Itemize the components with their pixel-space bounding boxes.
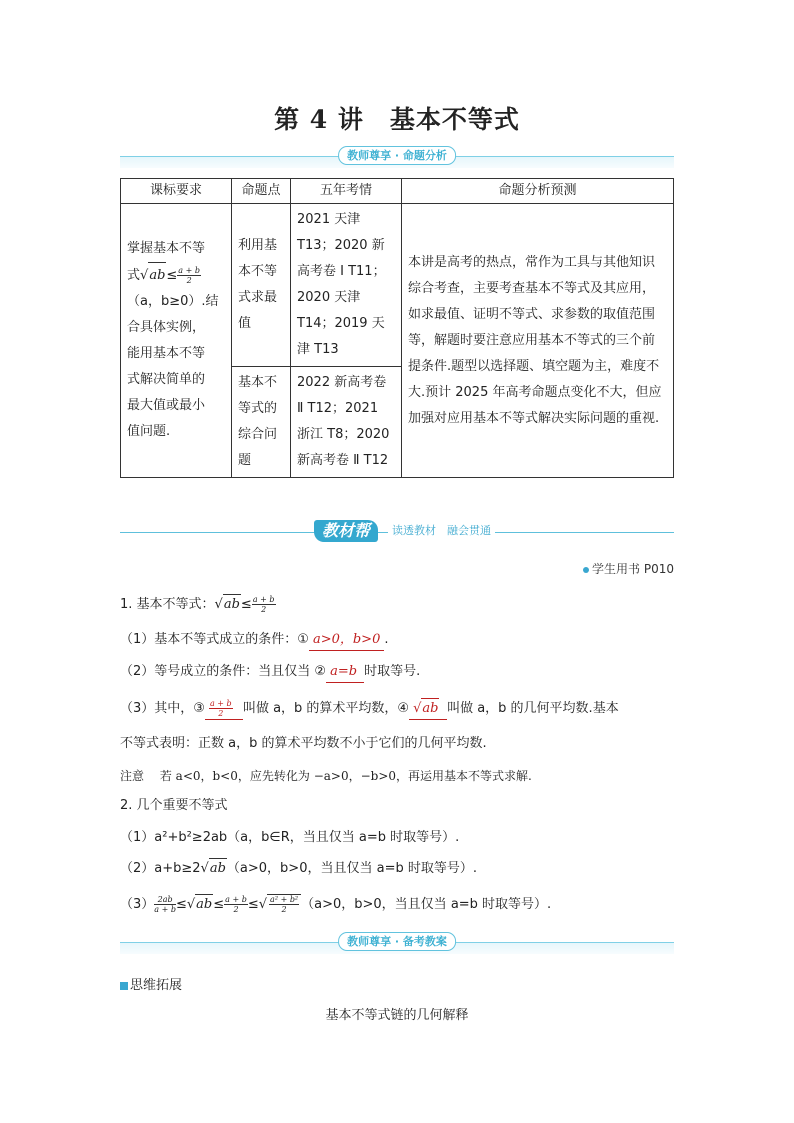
ref-text: 学生用书 P010 (592, 562, 674, 576)
section-2-title: 2. 几个重要不等式 (120, 798, 228, 813)
inequality-1: （1）a²+b²≥2ab（a，b∈R，当且仅当 a=b 时取等号）. (120, 830, 460, 845)
req-text: 最大值或最小 (127, 398, 206, 413)
note-text: 若 a<0，b<0，应先转化为 −a>0，−b>0，再运用基本不等式求解. (159, 769, 532, 783)
point-cell: 利用基本不等式求最值 (232, 204, 291, 367)
requirement-cell: 掌握基本不等 式√ab≤ $\frac{a + b}{2}$ （a，b≥0）.结 合具体实例， 能用基本不等 式解决简单的 最大值或最小 值问题. (121, 204, 232, 478)
bullet-icon (583, 567, 589, 573)
req-text: 式解决简单的 (127, 372, 206, 387)
table-row (121, 204, 674, 367)
book-reference (583, 560, 674, 577)
inequality-2: （2）a+b≥2√ab（a>0，b>0，当且仅当 a=b 时取等号）. (120, 858, 674, 879)
banner-label: 教师尊享 · 命题分析 (338, 146, 456, 165)
header-cell: 命题点 (232, 179, 291, 204)
section-logo: 教材帮 (314, 520, 378, 542)
req-text: 掌握基本不等 (127, 241, 206, 256)
req-text: 式 (127, 268, 141, 283)
table-header-row (121, 179, 674, 204)
note-line (120, 766, 674, 786)
answer-3: $\frac{a + b}{2}$ (205, 699, 243, 720)
header-cell: 课标要求 (121, 179, 232, 204)
answer-4: √ab (409, 698, 447, 720)
banner-label: 教师尊享 · 备考教案 (338, 932, 456, 951)
header-cell: 命题分析预测 (402, 179, 674, 204)
answer-1: a>0，b>0 (309, 630, 384, 651)
teacher-plan-banner (120, 932, 674, 954)
req-text: 值问题. (127, 424, 171, 439)
mean-line: （3）其中，③ $\frac{a + b}{2}$ 叫做 a，b 的算术平均数，④ √ab 叫做 a，b 的几何平均数.基本 (120, 699, 619, 718)
sqrt-ab: ab (223, 594, 241, 615)
section-1-title: 1. 基本不等式：√ab≤ $\frac{a + b}{2}$ (120, 595, 275, 614)
section-subtitle: 读透教材 融会贯通 (388, 522, 495, 540)
page-title: 第 4 讲 基本不等式 (274, 105, 520, 134)
subtitle: 基本不等式链的几何解释 (325, 1008, 469, 1023)
mean-line-cont: 不等式表明：正数 a，b 的算术平均数不小于它们的几何平均数. (120, 736, 487, 751)
answer-2: a=b (326, 662, 364, 683)
teacher-analysis-banner (120, 146, 674, 168)
equality-line: （2）等号成立的条件：当且仅当 ② a=b 时取等号. (120, 662, 674, 683)
square-icon (120, 982, 128, 990)
req-text: （a，b≥0）.结 (127, 294, 219, 309)
exam-cell: 2021 天津 T13；2020 新高考卷 Ⅰ T11；2020 天津 T14；2019 天津 T13 (291, 204, 402, 367)
analysis-cell: 本讲是高考的热点，常作为工具与其他知识综合考查，主要考查基本不等式及其应用，如求最值、证明不等式、求参数的取值范围等，解题时要注意应用基本不等式的三个前提条件.题型以选择题、填空题为主，难度不大.预计 2025 年高考命题点变化不大，但应加强对应用基本不等式解决实际问题的重视. (402, 204, 674, 478)
fraction: $\frac{a + b}{2}$ (252, 595, 275, 614)
note-label: 注意 (120, 769, 145, 783)
req-text: 能用基本不等 (127, 346, 206, 361)
condition-line: （1）基本不等式成立的条件：① a>0，b>0 . (120, 630, 674, 651)
thinking-label: 思维拓展 (130, 978, 183, 993)
exam-cell: 2022 新高考卷 Ⅱ T12；2021 浙江 T8；2020 新高考卷 Ⅱ T12 (291, 367, 402, 478)
inequality-3: （3） $\frac{2ab}{a + b}$ ≤√ab≤ $\frac{a + b}{2}$ ≤√ $\frac{\text{a² + b²}}{2}$ （a>0，b>0，当且仅当 a=b 时取等号）. (120, 895, 552, 914)
analysis-table (120, 178, 674, 478)
header-cell: 五年考情 (291, 179, 402, 204)
point-cell: 基本不等式的综合问题 (232, 367, 291, 478)
sqrt-ab: ab (148, 262, 166, 289)
fraction: $\frac{a + b}{2}$ (178, 266, 200, 285)
req-text: 合具体实例， (127, 320, 206, 335)
le-sign: ≤ (166, 268, 178, 283)
textbook-section-banner (120, 520, 674, 544)
thinking-extension (120, 974, 182, 993)
